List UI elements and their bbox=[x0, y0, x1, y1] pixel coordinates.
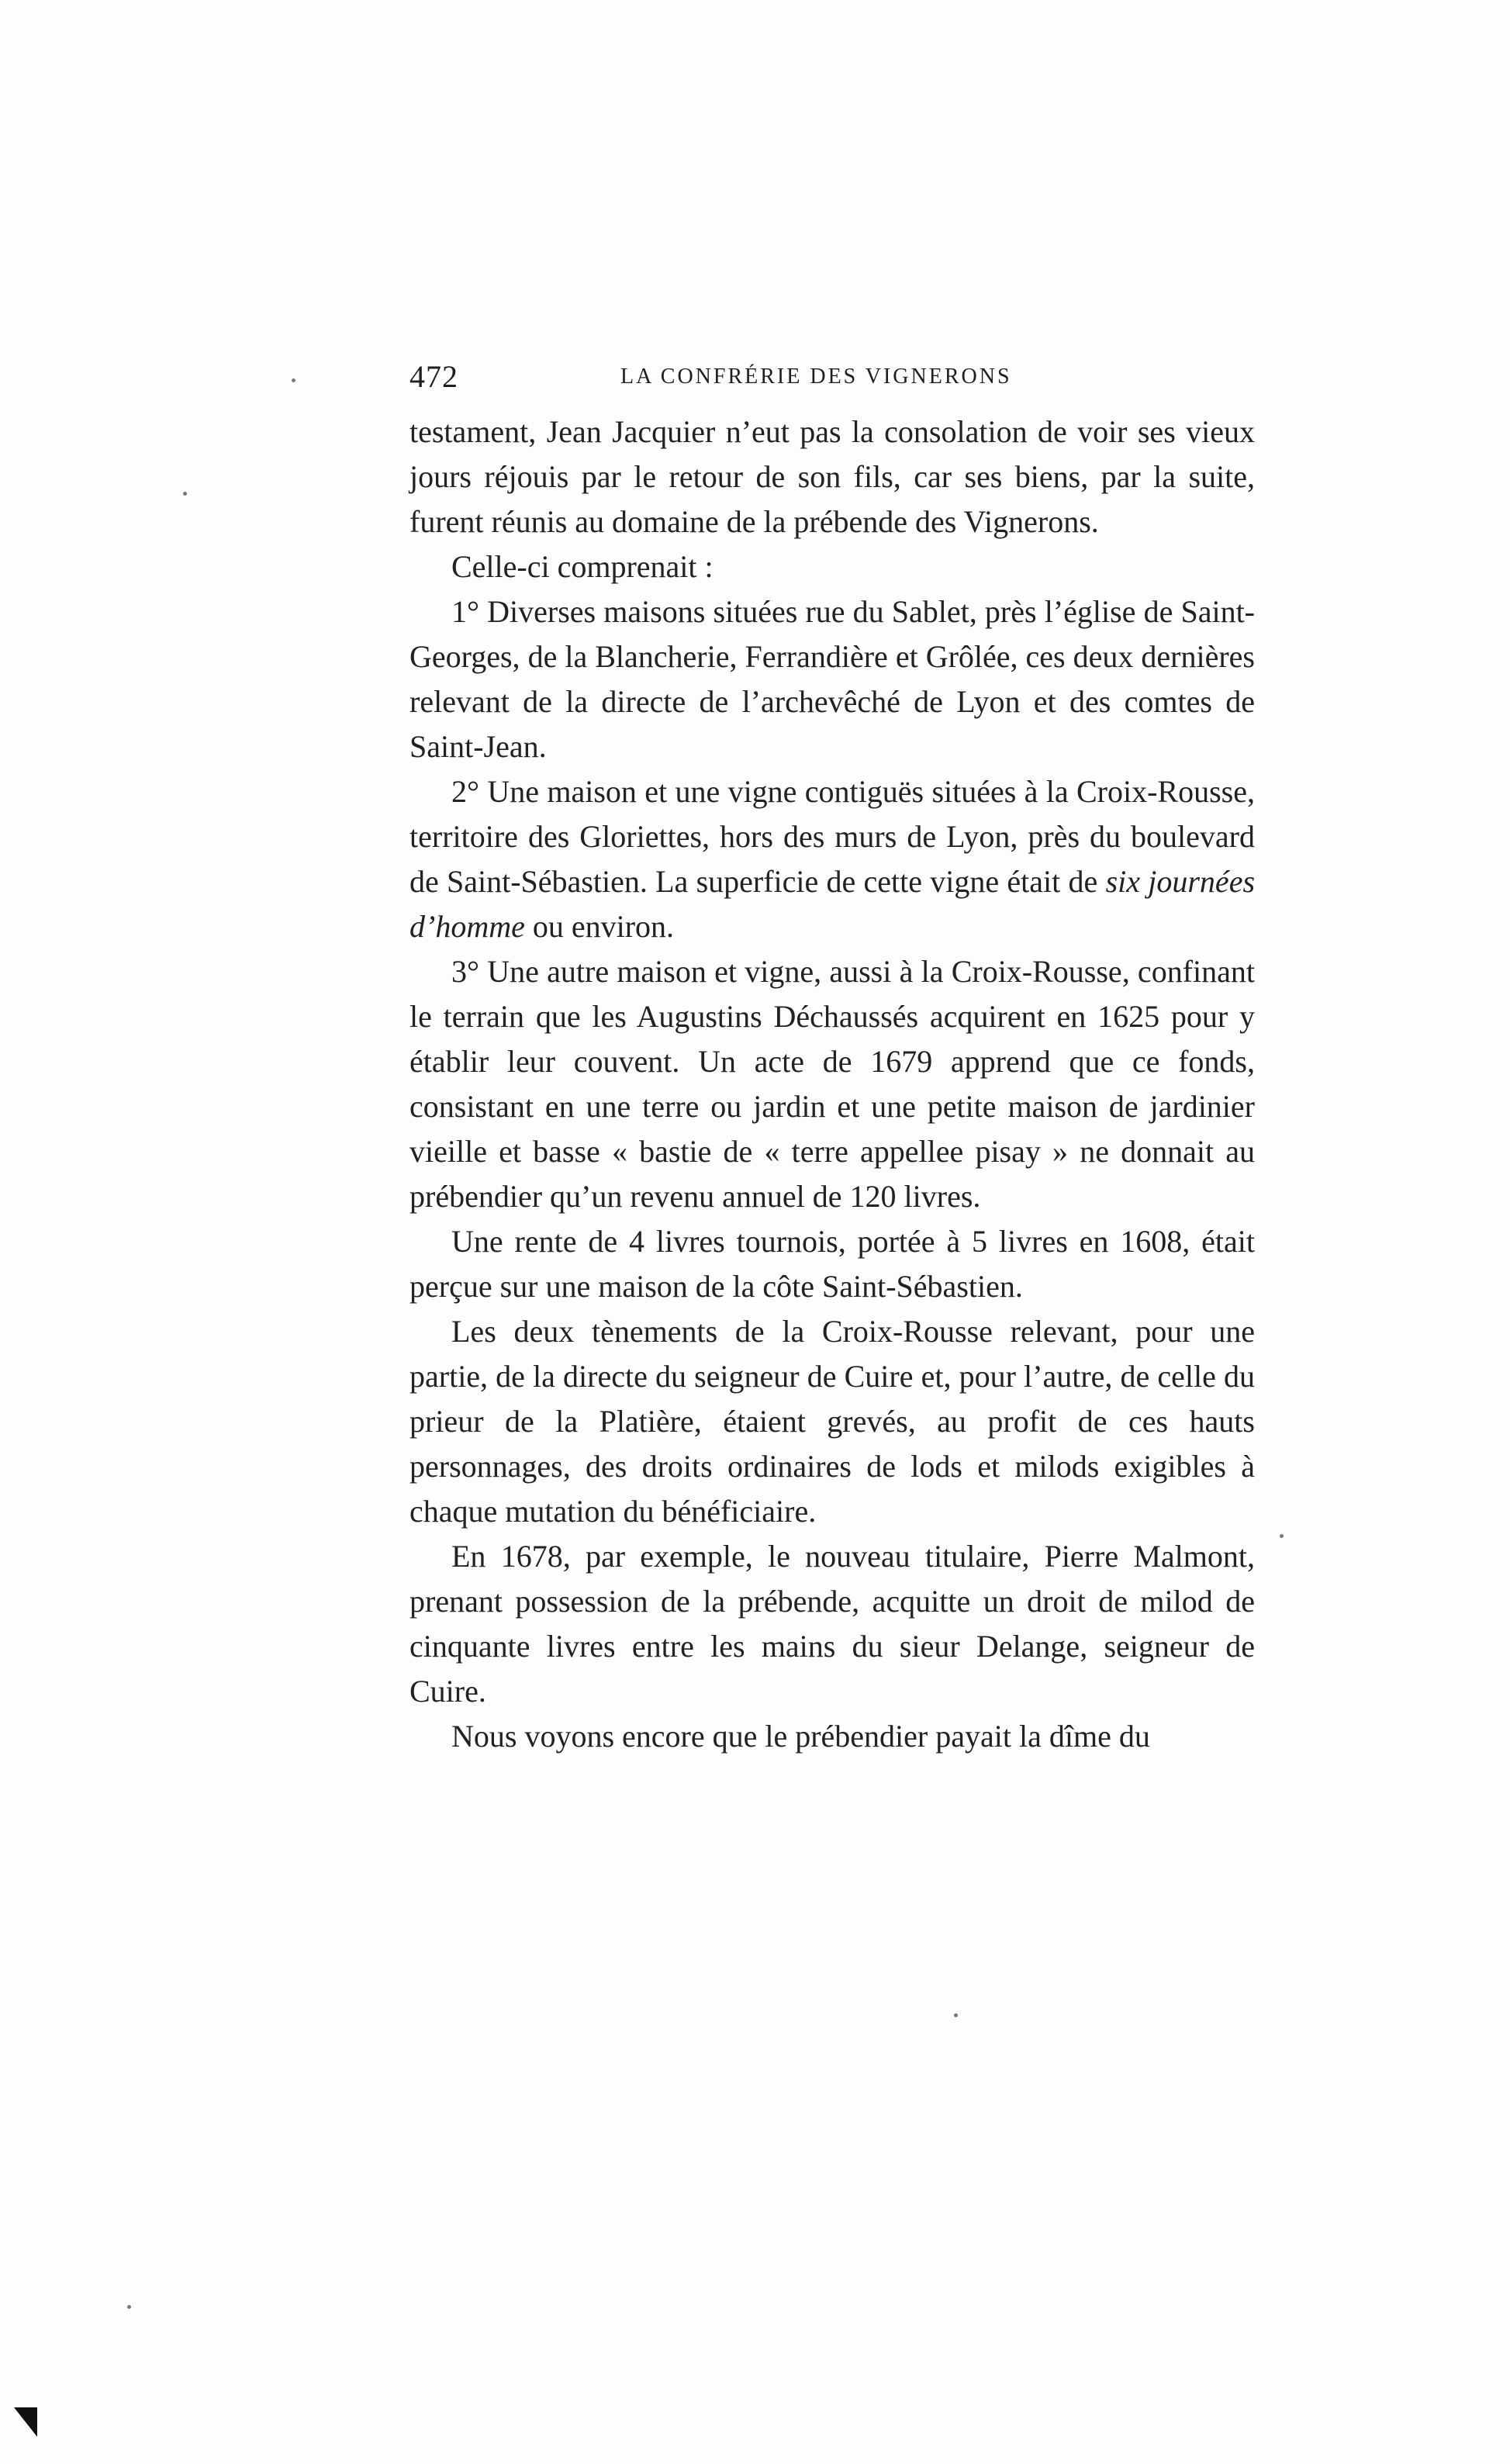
page-header bbox=[409, 358, 1255, 405]
item-2-text: 2° Une maison et une vigne contiguës situées à la Croix-Rousse, territoire des Gloriettes, hors des murs de Lyon, près du boulevard de Saint-Sébastien. La superficie de cette vigne était de bbox=[409, 774, 1255, 899]
item-2-italic: six journées d’homme bbox=[409, 864, 1256, 944]
scan-speck bbox=[1280, 1534, 1284, 1538]
page-number: 472 bbox=[409, 359, 458, 394]
running-title: LA CONFRÉRIE DES VIGNERONS bbox=[620, 365, 1012, 389]
scan-speck bbox=[292, 378, 295, 382]
paragraph-tenements: Les deux tènements de la Croix-Rousse relevant, pour une partie, de la directe du seigneur de Cuire et, pour l’autre, de celle du prieur de la Platière, étaient grevés, au profit de ces hauts personnages, des droits ordinaires de lods et milods exigibles à chaque mutation du bénéficiaire. bbox=[409, 1314, 1255, 1529]
scan-speck bbox=[954, 2013, 958, 2017]
paragraph-celle-ci: Celle-ci comprenait : bbox=[451, 549, 714, 584]
paragraph-dime: Nous voyons encore que le prébendier payait la dîme du bbox=[451, 1719, 1150, 1754]
scan-speck bbox=[127, 2305, 131, 2309]
paragraph-1678: En 1678, par exemple, le nouveau titulaire, Pierre Malmont, prenant possession de la prébende, acquitte un droit de milod de cinquante livres entre les mains du sieur Delange, seigneur de Cuire. bbox=[409, 1539, 1255, 1709]
paragraph-testament: testament, Jean Jacquier n’eut pas la consolation de voir ses vieux jours réjouis par le retour de son fils, car ses biens, par la suite, furent réunis au domaine de la prébende des Vignerons. bbox=[409, 414, 1255, 539]
paragraph-item-2 bbox=[409, 769, 1255, 949]
body-text bbox=[409, 410, 1255, 1759]
paragraph-rente: Une rente de 4 livres tournois, portée à 5 livres en 1608, était perçue sur une maison de la côte Saint-Sébastien. bbox=[409, 1224, 1255, 1304]
paragraph-item-3: 3° Une autre maison et vigne, aussi à la Croix-Rousse, confinant le terrain que les Augustins Déchaussés acquirent en 1625 pour y établir leur couvent. Un acte de 1679 apprend que ce fonds, consistant en une terre ou jardin et une petite maison de jardinier vieille et basse « bastie de « terre appellee pisay » ne donnait au prébendier qu’un revenu annuel de 120 livres. bbox=[409, 954, 1255, 1214]
item-2-tail: ou environ. bbox=[532, 909, 675, 944]
paragraph-item-1: 1° Diverses maisons situées rue du Sablet, près l’église de Saint-Georges, de la Blancherie, Ferrandière et Grôlée, ces deux dernières relevant de la directe de l’archevêché de Lyon et des comtes de Saint-Jean. bbox=[409, 594, 1255, 764]
scan-speck bbox=[183, 492, 187, 496]
triangle-marker-icon bbox=[14, 2407, 37, 2437]
